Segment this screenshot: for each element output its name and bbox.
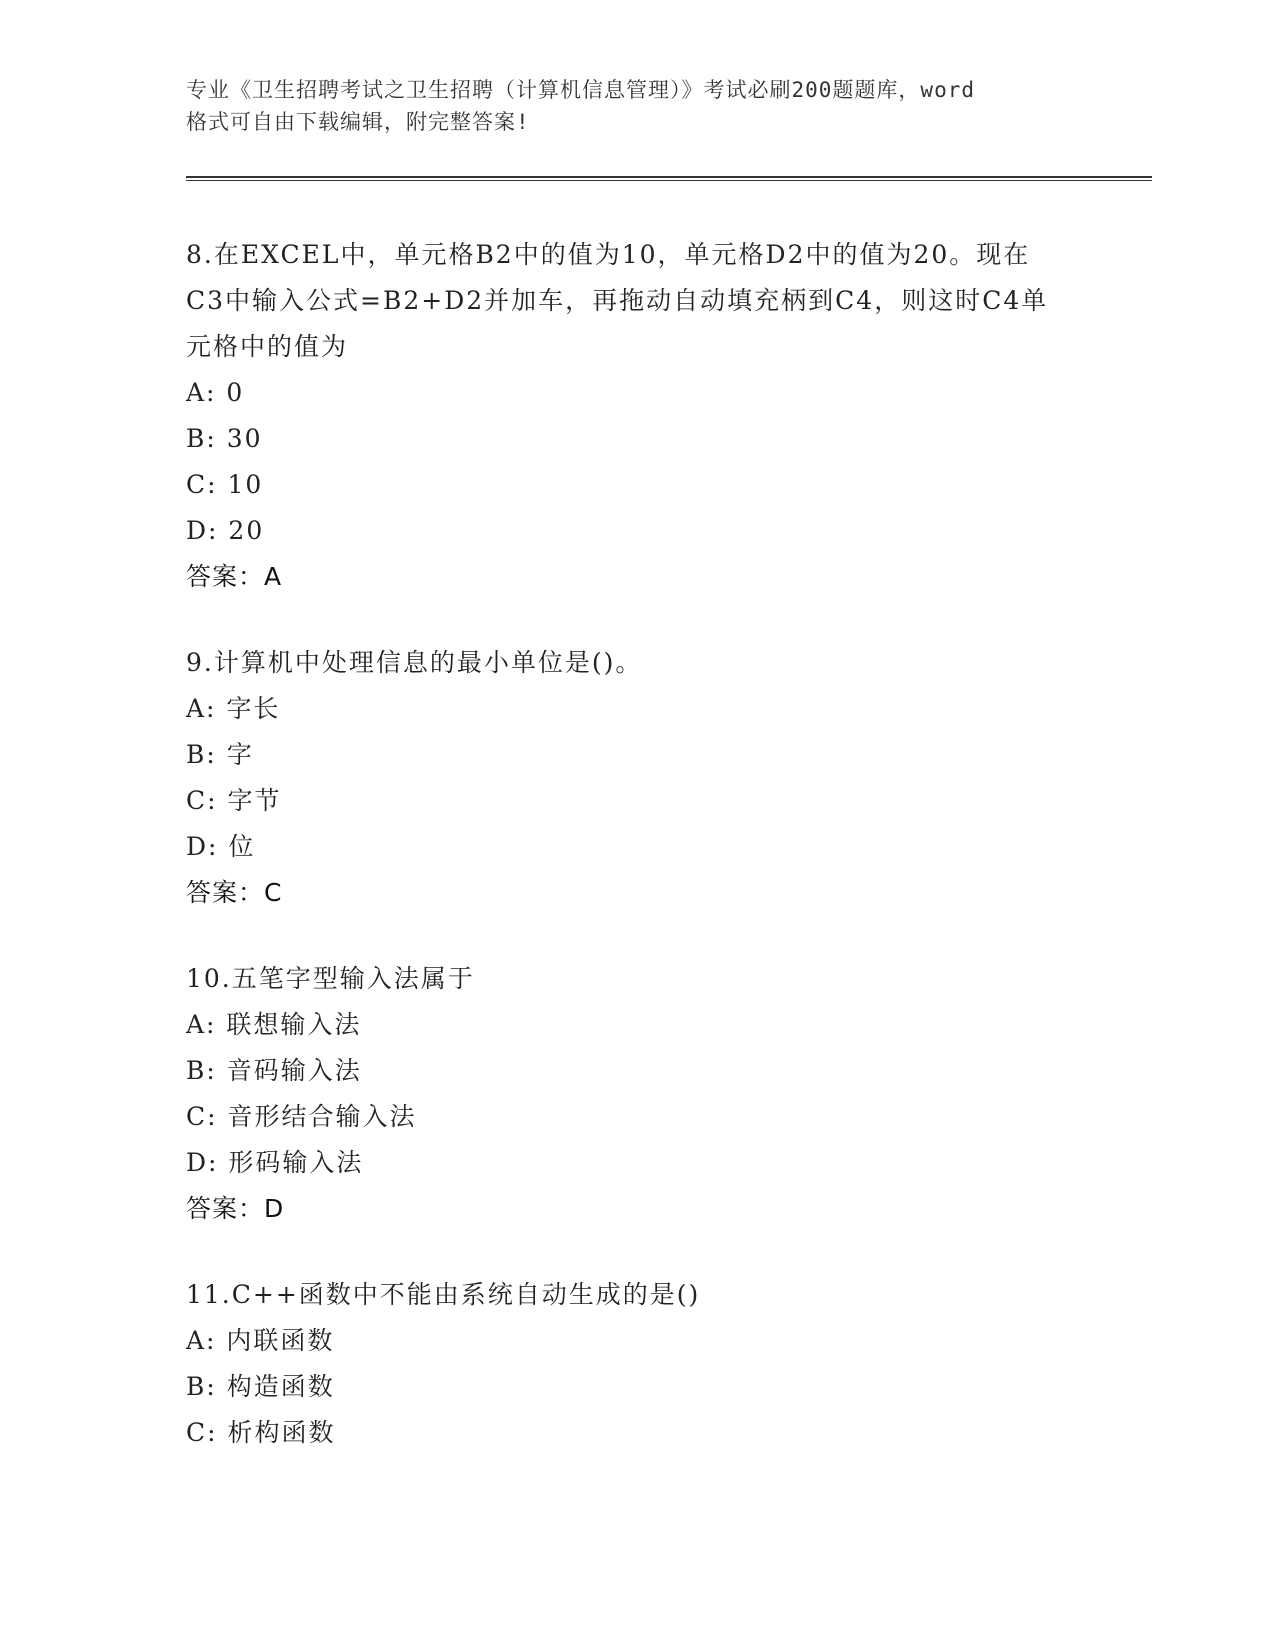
header-divider [186,176,1152,181]
option-d: D: 20 [186,516,265,545]
option-b: B: 字 [186,740,254,769]
option-c: C: 析构函数 [186,1418,336,1447]
answer-line: 答案：C [186,878,283,907]
question-stem-line: 元格中的值为 [186,332,349,361]
question-11 [186,1272,1086,1456]
option-c: C: 10 [186,470,264,499]
option-d: D: 位 [186,832,256,861]
option-b: B: 构造函数 [186,1372,335,1401]
header-line-1: 专业《卫生招聘考试之卫生招聘（计算机信息管理）》考试必刷200题题库，word [186,78,975,102]
option-b: B: 音码输入法 [186,1056,362,1085]
question-stem-line: 9.计算机中处理信息的最小单位是()。 [186,648,643,677]
question-10 [186,956,1086,1232]
option-c: C: 字节 [186,786,282,815]
question-stem-line: 11.C++函数中不能由系统自动生成的是() [186,1280,701,1309]
question-9 [186,640,1086,916]
option-a: A: 字长 [186,694,281,723]
option-a: A: 联想输入法 [186,1010,362,1039]
option-c: C: 音形结合输入法 [186,1102,417,1131]
option-a: A: 0 [186,378,245,407]
option-b: B: 30 [186,424,263,453]
question-stem-line: 8.在EXCEL中，单元格B2中的值为10，单元格D2中的值为20。现在 [186,240,1031,269]
document-header [186,74,1086,138]
question-8 [186,232,1086,600]
question-stem-line: 10.五笔字型输入法属于 [186,964,475,993]
answer-line: 答案：A [186,562,283,591]
question-stem-line: C3中输入公式=B2+D2并加车，再拖动自动填充柄到C4，则这时C4单 [186,286,1049,315]
question-list [186,232,1086,1496]
header-line-2: 格式可自由下载编辑，附完整答案! [186,110,530,134]
option-a: A: 内联函数 [186,1326,335,1355]
option-d: D: 形码输入法 [186,1148,364,1177]
answer-line: 答案：D [186,1194,285,1223]
